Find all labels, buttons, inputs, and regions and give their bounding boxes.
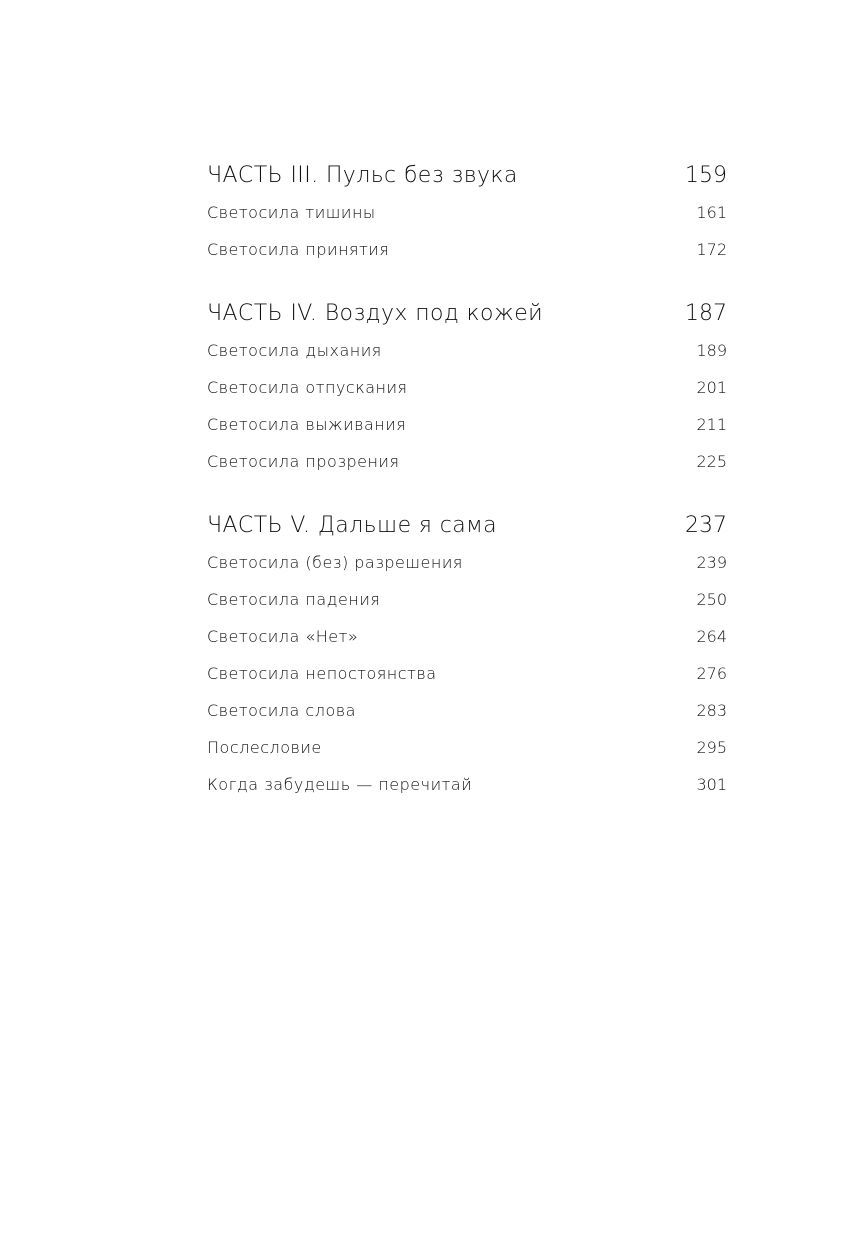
chapter-page-number: 225 (696, 452, 727, 471)
chapter-title: Светосила выживания (207, 415, 407, 434)
chapter-row[interactable] (207, 194, 727, 231)
chapter-page-number: 283 (696, 701, 727, 720)
chapter-row[interactable] (207, 231, 727, 268)
part-title: ЧАСТЬ III. Пульс без звука (207, 163, 518, 188)
chapter-row[interactable] (207, 544, 727, 581)
part-page-number: 187 (685, 301, 727, 326)
chapter-title: Светосила принятия (207, 240, 390, 259)
chapter-title: Светосила тишины (207, 203, 376, 222)
chapter-row[interactable] (207, 406, 727, 443)
chapter-page-number: 250 (696, 590, 727, 609)
chapter-row[interactable] (207, 729, 727, 766)
chapter-page-number: 264 (696, 627, 727, 646)
part-title-row[interactable] (207, 508, 727, 544)
chapter-row[interactable] (207, 369, 727, 406)
chapter-page-number: 276 (696, 664, 727, 683)
chapter-row[interactable] (207, 655, 727, 692)
chapter-page-number: 172 (696, 240, 727, 259)
chapter-title: Светосила отпускания (207, 378, 408, 397)
part-page-number: 237 (685, 513, 727, 538)
chapter-page-number: 189 (696, 341, 727, 360)
part-page-number: 159 (685, 163, 727, 188)
part-title: ЧАСТЬ IV. Воздух под кожей (207, 301, 544, 326)
chapter-title: Светосила прозрения (207, 452, 400, 471)
chapter-page-number: 295 (696, 738, 727, 757)
part-title-row[interactable] (207, 158, 727, 194)
part-4 (207, 296, 727, 480)
part-title-row[interactable] (207, 296, 727, 332)
part-5 (207, 508, 727, 803)
chapter-title: Светосила слова (207, 701, 356, 720)
chapter-page-number: 161 (696, 203, 727, 222)
chapter-title: Светосила (без) разрешения (207, 553, 463, 572)
chapter-row[interactable] (207, 692, 727, 729)
chapter-row[interactable] (207, 766, 727, 803)
table-of-contents (207, 158, 727, 831)
chapter-row[interactable] (207, 332, 727, 369)
chapter-row[interactable] (207, 618, 727, 655)
chapter-title: Послесловие (207, 738, 322, 757)
chapter-title: Светосила дыхания (207, 341, 382, 360)
chapter-title: Светосила непостоянства (207, 664, 437, 683)
chapter-title: Светосила «Нет» (207, 627, 359, 646)
part-title: ЧАСТЬ V. Дальше я сама (207, 513, 497, 538)
chapter-row[interactable] (207, 443, 727, 480)
chapter-title: Когда забудешь — перечитай (207, 775, 473, 794)
chapter-row[interactable] (207, 581, 727, 618)
chapter-page-number: 301 (696, 775, 727, 794)
part-3 (207, 158, 727, 268)
chapter-page-number: 211 (696, 415, 727, 434)
chapter-title: Светосила падения (207, 590, 381, 609)
chapter-page-number: 239 (696, 553, 727, 572)
chapter-page-number: 201 (696, 378, 727, 397)
